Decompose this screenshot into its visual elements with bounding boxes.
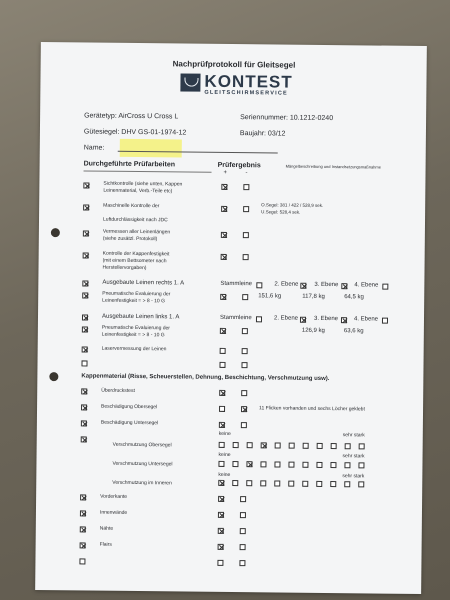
- ebene3-checkbox[interactable]: [341, 317, 347, 323]
- item-kappenfestigkeit-2: (mit einem Bettsometer nach: [102, 257, 167, 265]
- plus-label: +: [223, 169, 228, 176]
- checkbox-checked[interactable]: [81, 388, 87, 394]
- right-value-3: 64,5 kg: [344, 294, 364, 301]
- item-naehte: Nähte: [99, 525, 114, 532]
- ebene3-checkbox[interactable]: [341, 283, 347, 289]
- ebene4-checkbox[interactable]: [382, 318, 388, 324]
- checkbox-checked[interactable]: [83, 252, 89, 258]
- checkbox-checked[interactable]: [80, 542, 86, 548]
- result-plus-checkbox[interactable]: [219, 406, 225, 412]
- result-minus-checkbox[interactable]: [240, 496, 246, 502]
- result-plus-checkbox[interactable]: [218, 544, 224, 550]
- result-plus-checkbox[interactable]: [218, 528, 224, 534]
- pneumatic-label-2: Leinenfestigkeit = > 8 - 10 G: [102, 297, 166, 305]
- result-minus-checkbox[interactable]: [240, 544, 246, 550]
- checkbox-checked[interactable]: [82, 346, 88, 352]
- pneumatic-label: Pneumatische Evaluierung der: [101, 324, 171, 332]
- result-minus-checkbox[interactable]: [242, 294, 248, 300]
- right-value-2: 117,8 kg: [302, 293, 325, 300]
- lines-right-label: Ausgebaute Leinen rechts 1. A: [102, 279, 185, 287]
- item-kappenfestigkeit: Kontrolle der Kappenfestigkeit: [102, 250, 170, 258]
- ebene2-checkbox[interactable]: [300, 317, 306, 323]
- field-guetesiegel: Gütesiegel: DHV GS-01-1974-12: [83, 128, 187, 137]
- kontest-logo-icon: [180, 73, 200, 91]
- item-verschmutzung-untersegel: Verschmutzung Untersegel: [112, 460, 173, 468]
- lines-left-label: Ausgebaute Leinen links 1. A: [101, 313, 180, 321]
- result-plus-checkbox[interactable]: [220, 294, 226, 300]
- divider: [84, 170, 212, 172]
- checkbox-checked[interactable]: [80, 494, 86, 500]
- punch-hole: [49, 372, 58, 381]
- result-plus-checkbox[interactable]: [221, 232, 227, 238]
- result-plus-checkbox[interactable]: [218, 496, 224, 502]
- result-plus-checkbox[interactable]: [221, 254, 227, 260]
- result-plus-checkbox[interactable]: [219, 422, 225, 428]
- logo-text: KONTEST: [204, 71, 293, 92]
- checkbox-checked[interactable]: [82, 280, 88, 286]
- scale-sehr-stark: sehr stark: [342, 432, 365, 439]
- result-plus-checkbox[interactable]: [219, 362, 225, 368]
- item-innenwaende: Innenwände: [99, 509, 128, 516]
- page-title: Nachprüfprotokoll für Gleitsegel: [172, 59, 296, 70]
- result-plus-checkbox[interactable]: [221, 184, 227, 190]
- result-minus-checkbox[interactable]: [240, 512, 246, 518]
- field-name: Name:: [83, 144, 105, 152]
- stammleine-label: Stammleine: [220, 280, 253, 288]
- ebene2-label: 2. Ebene: [273, 315, 299, 322]
- checkbox-checked[interactable]: [83, 182, 89, 188]
- result-plus-checkbox[interactable]: [217, 560, 223, 566]
- item-kappenfestigkeit-3: Herstellervorgaben): [102, 264, 147, 272]
- result-minus-checkbox[interactable]: [243, 254, 249, 260]
- minus-label: -: [245, 170, 248, 177]
- item-laser: Laservermessung der Leinen: [101, 345, 167, 353]
- field-baujahr: Baujahr: 03/12: [239, 130, 286, 138]
- item-vermessen: Vermessen aller Leinenlängen: [102, 228, 171, 236]
- pneumatic-label-2: Leinenfestigkeit = > 8 - 10 G: [101, 331, 165, 339]
- result-minus-checkbox[interactable]: [243, 232, 249, 238]
- pneumatic-label: Pneumatische Evaluierung der: [102, 290, 171, 298]
- result-minus-checkbox[interactable]: [241, 422, 247, 428]
- ebene4-label: 4. Ebene: [354, 282, 379, 289]
- checkbox-checked[interactable]: [82, 314, 88, 320]
- item-flairs: Flairs: [99, 541, 112, 548]
- item-vorderkante: Vorderkante: [100, 493, 128, 500]
- porosity-untersegel: U.Segel: 528,4 sek.: [261, 209, 301, 215]
- punch-hole: [51, 228, 60, 237]
- ebene3-label: 3. Ebene: [314, 281, 339, 289]
- field-seriennummer: Seriennummer: 10.1212-0240: [240, 114, 334, 123]
- result-title: Prüfergebnis: [217, 161, 261, 170]
- item-obersegel: Beschädigung Obersegel: [101, 403, 158, 411]
- result-plus-checkbox[interactable]: [219, 390, 225, 396]
- checkbox-checked[interactable]: [82, 326, 88, 332]
- result-plus-checkbox[interactable]: [221, 206, 227, 212]
- result-minus-checkbox[interactable]: [239, 560, 245, 566]
- checkbox-checked[interactable]: [81, 436, 87, 442]
- name-redaction: [120, 139, 182, 158]
- item-ueberdrucktest: Überdruckstest: [101, 387, 135, 394]
- result-minus-checkbox[interactable]: [240, 528, 246, 534]
- ebene2-checkbox[interactable]: [300, 283, 306, 289]
- item-sichtkontrolle: Sichtkontrolle (siehe unten, Kappen: [103, 180, 183, 188]
- item-sichtkontrolle-2: Leinenmaterial, Verb.-Teile etc): [103, 187, 173, 195]
- item-verschmutzung-innen: Verschmutzung im Inneren: [112, 479, 172, 487]
- result-minus-checkbox[interactable]: [241, 362, 247, 368]
- checkbox-empty[interactable]: [81, 360, 87, 366]
- checkbox-checked[interactable]: [80, 510, 86, 516]
- result-minus-checkbox[interactable]: [243, 184, 249, 190]
- inspection-sheet: [35, 42, 427, 594]
- item-maschinelle-kontrolle: Maschinelle Kontrolle der: [103, 202, 160, 210]
- scale-keine: keine: [218, 451, 231, 459]
- item-untersegel: Beschädigung Untersegel: [100, 419, 159, 427]
- scale-keine: keine: [218, 471, 231, 479]
- result-minus-checkbox[interactable]: [242, 348, 248, 354]
- result-plus-checkbox[interactable]: [220, 348, 226, 354]
- stammleine-checkbox[interactable]: [256, 316, 262, 322]
- checkbox-empty[interactable]: [79, 558, 85, 564]
- result-minus-checkbox[interactable]: [241, 406, 247, 412]
- checkbox-checked[interactable]: [80, 526, 86, 532]
- scale-sehr-stark: sehr stark: [342, 473, 365, 480]
- checkbox-checked[interactable]: [83, 230, 89, 236]
- stammleine-label: Stammleine: [219, 314, 252, 322]
- checkbox-checked[interactable]: [82, 292, 88, 298]
- result-minus-checkbox[interactable]: [242, 328, 248, 334]
- item-luftdurchlaessigkeit: Luftdurchlässigkeit nach JDC: [102, 216, 168, 224]
- scale-sehr-stark: sehr stark: [342, 453, 365, 460]
- result-plus-checkbox[interactable]: [220, 328, 226, 334]
- item-verschmutzung-obersegel: Verschmutzung Obersegel: [112, 441, 172, 449]
- checkbox-checked[interactable]: [81, 404, 87, 410]
- right-value-1: 151,6 kg: [258, 293, 282, 300]
- logo-subtitle: GLEITSCHIRMSERVICE: [204, 89, 288, 97]
- stammleine-checkbox[interactable]: [256, 282, 262, 288]
- checkbox-checked[interactable]: [81, 420, 87, 426]
- checkbox-checked[interactable]: [83, 204, 89, 210]
- scale-keine: keine: [218, 430, 231, 438]
- ebene3-label: 3. Ebene: [313, 315, 339, 323]
- field-geraetetyp: Gerätetyp: AirCross U Cross L: [84, 112, 179, 121]
- porosity-obersegel: O.Segel: 381 / 422 / 528,9 sek.: [261, 202, 324, 208]
- result-minus-checkbox[interactable]: [241, 390, 247, 396]
- section2-title: Kappenmaterial (Risse, Scheuerstellen, Dehnung, Beschichtung, Verschmutzung usw).: [81, 373, 330, 383]
- result-minus-checkbox[interactable]: [243, 206, 249, 212]
- ebene4-checkbox[interactable]: [382, 284, 388, 290]
- ebene4-label: 4. Ebene: [353, 316, 379, 323]
- item-vermessen-2: (siehe zusätzl. Protokoll): [102, 235, 158, 243]
- section1-title: Durchgeführte Prüfarbeiten: [83, 160, 176, 169]
- ebene2-label: 2. Ebene: [274, 281, 299, 288]
- remarks-title: Mängelbeschreibung und Instandsetzungsmaßnahme: [285, 163, 382, 170]
- left-value-3: 63,6 kg: [343, 328, 364, 335]
- remark-obersegel: 11 Flicken vorhanden und sechs Löcher geklebt: [259, 405, 365, 413]
- result-plus-checkbox[interactable]: [218, 512, 224, 518]
- left-value-2: 126,9 kg: [301, 327, 325, 334]
